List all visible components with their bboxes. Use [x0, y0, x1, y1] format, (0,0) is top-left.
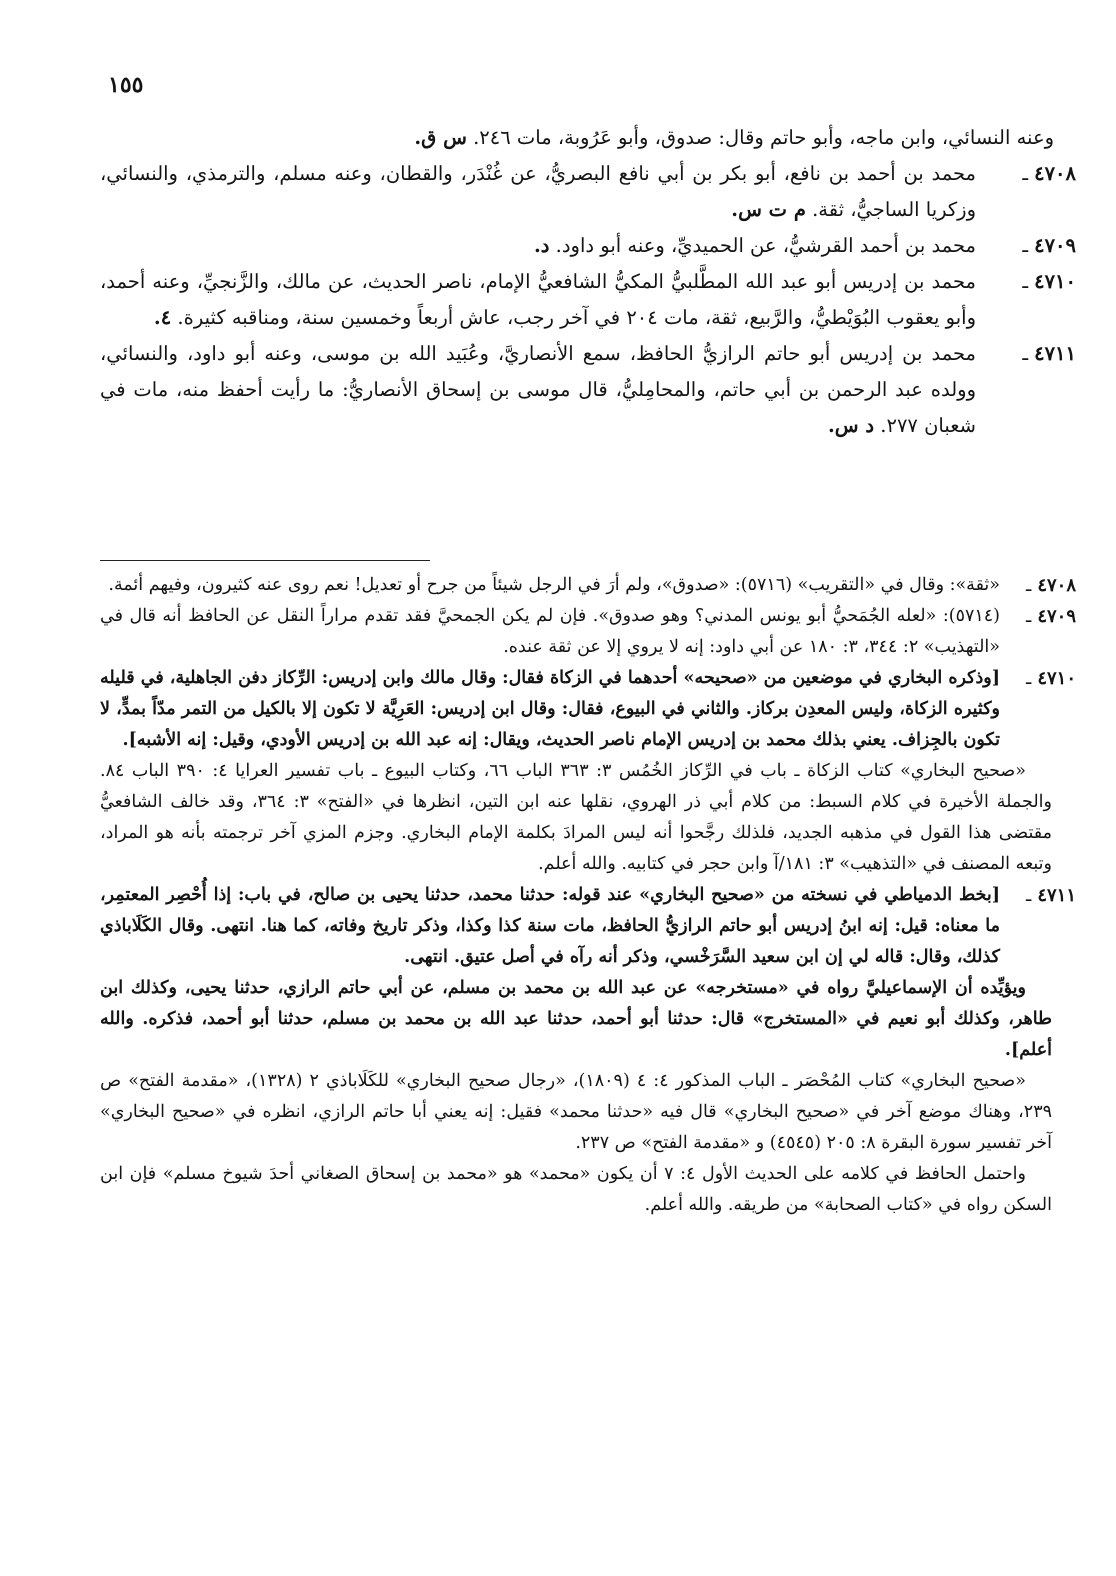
continuation-line [100, 120, 1076, 156]
entry-4708 [100, 156, 1076, 228]
entry-text: محمد بن إدريس أبو حاتم الرازيُّ الحافظ، سمع الأنصاريَّ، وعُبَيد الله بن موسى، وعنه أبو داود، والنسائي، وولده عبد الرحمن بن أبي حاتم، والمحامِليُّ، قال موسى بن إسحاق الأنصاريُّ: ما رأيت أحفظ منه، مات في شعبان ٢٧٧. [100, 342, 976, 437]
note-paragraph: واحتمل الحافظ في كلامه على الحديث الأول ٤: ٧ أن يكون «محمد» هو «محمد بن إسحاق الصغاني أحدَ شيوخ مسلم» فإن ابن السكن رواه في «كتاب الصحابة» من طريقه. والله أعلم. [100, 1164, 1052, 1215]
note-4709 [100, 601, 1076, 663]
note-text: «ثقة»: وقال في «التقريب» (٥٧١٦): «صدوق»، ولم أرَ في الرجل شيئاً من جرح أو تعديل! نعم روى عنه كثيرون، وفيهم أئمة. [108, 575, 1000, 595]
note-paragraph: «صحيح البخاري» كتاب الزكاة ـ باب في الرِّكاز الخُمُس ٣: ٣٦٣ الباب ٦٦، وكتاب البيوع ـ باب تفسير العرايا ٤: ٣٩٠ الباب ٨٤. والجملة الأخيرة في كلام السبط: من كلام أبي ذر الهروي، نقلها عنه ابن التين، انظرها في «الفتح» ٣: ٣٦٤، وقد خالف الشافعيُّ مقتضى هذا القول في مذهبه الجديد، فلذلك رجَّحوا أنه ليس المرادَ بكلمة الإمام البخاري. وجزم المزي آخر ترجمته بأنه هو المراد، وتبعه المصنف في «التذهيب» ٣: ١٨١/آ وابن حجر في كتابيه. والله أعلم. [100, 761, 1052, 874]
continuation-text: وعنه النسائي، وابن ماجه، وأبو حاتم وقال: صدوق، وأبو عَرُوبة، مات ٢٤٦. [473, 126, 1054, 149]
main-text [100, 120, 1076, 444]
entry-number: ٤٧٠٨ـ [1022, 162, 1076, 185]
entry-sigla: م ت س. [731, 198, 806, 221]
note-4708 [100, 570, 1076, 601]
note-paragraph: «صحيح البخاري» كتاب المُحْصَر ـ الباب المذكور ٤: ٤ (١٨٠٩)، «رجال صحيح البخاري» للكَلَاباذي ٢ (١٣٢٨)، «مقدمة الفتح» ص ٢٣٩، وهناك موضع آخر في «صحيح البخاري» قال فيه «حدثنا محمد» فقيل: إنه يعني أبا حاتم الرازي، انظره في «صحيح البخاري» آخر تفسير سورة البقرة ٨: ٢٠٥ (٤٥٤٥) و «مقدمة الفتح» ص ٢٣٧. [100, 1071, 1052, 1153]
page-number: ١٥٥ [108, 72, 144, 98]
note-paragraph: ويؤيِّده أن الإسماعيليَّ رواه في «مستخرجه» عن عبد الله بن محمد بن مسلم، عن أبي حاتم الرازي، حدثنا يحيى، وكذلك ابن طاهر، وكذلك أبو نعيم في «المستخرج» قال: حدثنا أبو أحمد، حدثنا عبد الله بن محمد بن مسلم، حدثنا أبو أحمد، فذكره. والله أعلم]. [100, 978, 1052, 1060]
note-text: (٥٧١٤): «لعله الجُمَحيُّ أبو يونس المدني؟ وهو صدوق». فإن لم يكن الجمحيَّ فقد تقدم مراراً النقل عن الحافظ أنه قال في «التهذيب» ٢: ٣٤٤، ٣: ١٨٠ عن أبي داود: إنه لا يروي إلا عن ثقة عنده. [100, 606, 1000, 657]
note-number: ٤٧١٠ـ [1026, 668, 1076, 689]
note-text: [وذكره البخاري في موضعين من «صحيحه» أحدهما في الزكاة فقال: وقال مالك وابن إدريس: الرِّكاز دفن الجاهلية، في قليله وكثيره الزكاة، وليس المعدِن بركاز. والثاني في البيوع، فقال: وقال ابن إدريس: العَرِيَّة لا تكون إلا بالكيل من التمر مدّاً بمدٍّ، لا تكون بالجِزاف. يعني بذلك محمد بن إدريس الإمام ناصر الحديث، ويقال: إنه عبد الله بن إدريس الأودي، وقيل: إنه الأشبه]. [100, 668, 1000, 750]
entry-sigla: د س. [828, 414, 875, 437]
note-number: ٤٧١١ـ [1026, 885, 1076, 906]
continuation-sigla: س ق. [414, 126, 467, 149]
entry-4710 [100, 264, 1076, 336]
entry-4709 [100, 228, 1076, 264]
entry-text: محمد بن إدريس أبو عبد الله المطَّلبيُّ المكيُّ الشافعيُّ الإمام، ناصر الحديث، عن مالك، والزَّنجيِّ، وعنه أحمد، وأبو يعقوب البُوَيْطيُّ، والرَّبيع، ثقة، مات ٢٠٤ في آخر رجب، عاش أربعاً وخمسين سنة، ومناقبه كثيرة. [100, 270, 976, 329]
entry-number: ٤٧١١ـ [1022, 342, 1076, 365]
entry-text: محمد بن أحمد القرشيُّ، عن الحميديِّ، وعنه أبو داود. [555, 234, 976, 257]
note-text: [بخط الدمياطي في نسخته من «صحيح البخاري» عند قوله: حدثنا محمد، حدثنا يحيى بن صالح، في باب: إذا أُحْصِر المعتمِر، ما معناه: قيل: إنه ابنُ إدريس أبو حاتم الرازيُّ الحافظ، مات سنة كذا وكذا، وذكر تاريخ وفاته، كما هنا. انتهى. وقال الكَلَاباذي كذلك، وقال: قاله لي إن ابن سعيد السَّرَخْسي، وذكر أنه رآه في أصل عتيق. انتهى. [100, 885, 1000, 967]
note-number: ٤٧٠٩ـ [1026, 606, 1076, 627]
entry-sigla: ٤. [153, 306, 172, 329]
note-number: ٤٧٠٨ـ [1026, 575, 1076, 596]
entry-sigla: د. [533, 234, 550, 257]
footnotes [100, 570, 1076, 1221]
entry-number: ٤٧٠٩ـ [1022, 234, 1076, 257]
entry-text: محمد بن أحمد بن نافع، أبو بكر بن أبي نافع البصريُّ، عن غُنْدَر، والقطان، وعنه مسلم، والترمذي، والنسائي، وزكريا الساجيُّ، ثقة. [100, 162, 976, 221]
entry-number: ٤٧١٠ـ [1022, 270, 1076, 293]
footnote-separator [100, 560, 430, 561]
note-4710 [100, 663, 1076, 756]
note-4711 [100, 880, 1076, 973]
entry-4711 [100, 336, 1076, 444]
